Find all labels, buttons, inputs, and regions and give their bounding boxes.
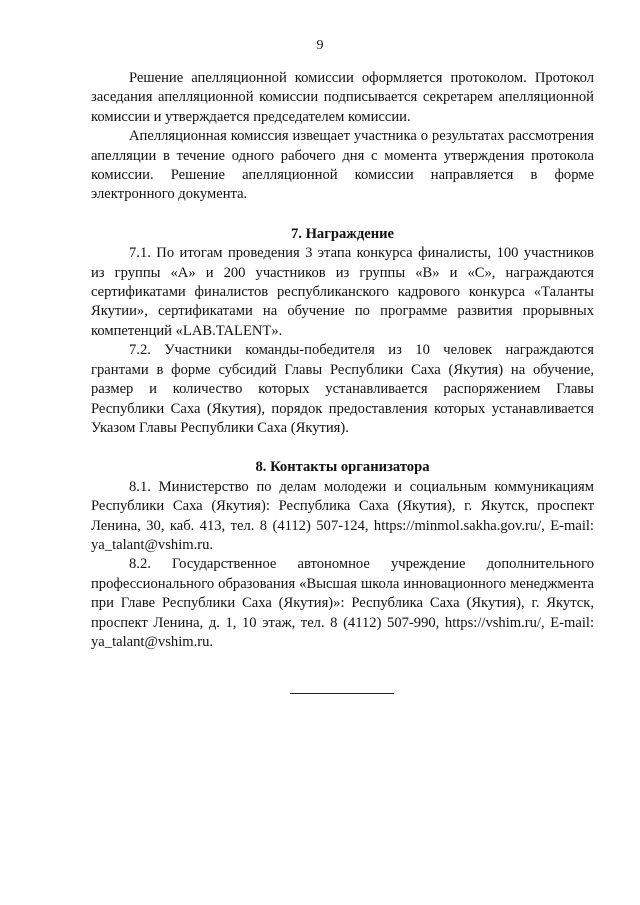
awards-paragraph-7-2: 7.2. Участники команды-победителя из 10 человек награждаются грантами в форме субсидий Главы Республики Саха (Якутия) на обучение, размер и количество которых устанавливается распоряжением Главы Республики Саха (Якутия), порядок предоставления которых устанавливается Указом Главы Республики Саха (Якутия). [91,342,594,436]
document-body [91,69,594,652]
section-awards-heading: 7. Награждение [290,225,395,242]
end-of-document-rule [290,693,394,694]
appeal-notification-paragraph: Апелляционная комиссия извещает участника о результатах рассмотрения апелляции в течение одного рабочего дня с момента утверждения протокола комиссии. Решение апелляционной комиссии направляется в форме электронного документа. [91,128,594,203]
section-contacts-heading: 8. Контакты организатора [255,459,430,476]
page-number: 9 [316,38,324,53]
contacts-paragraph-8-2: 8.2. Государственное автономное учреждение дополнительного профессионального образования «Высшая школа инновационного менеджмента при Главе Республики Саха (Якутия)»: Республика Саха (Якутия), г. Якутск, проспект Ленина, д. 1, 10 этаж, тел. 8 (4112) 507-990, https://vshim.ru/, E-mail: ya_talant@vshim.ru. [91,556,594,650]
awards-paragraph-7-1: 7.1. По итогам проведения 3 этапа конкурса финалисты, 100 участников из группы «А» и 200 участников из группы «В» и «С», награждаются сертификатами финалистов республиканского кадрового конкурса «Таланты Якутии», сертификатами на обучение по программе развития прорывных компетенций «LAB.TALENT». [91,245,594,339]
appeal-protocol-paragraph: Решение апелляционной комиссии оформляется протоколом. Протокол заседания апелляционной комиссии подписывается секретарем апелляционной комиссии и утверждается председателем комиссии. [91,70,594,125]
contacts-paragraph-8-1: 8.1. Министерство по делам молодежи и социальным коммуникациям Республики Саха (Якутия): Республика Саха (Якутия), г. Якутск, проспект Ленина, 30, каб. 413, тел. 8 (4112) 507-124, https://minmol.sakha.gov.ru/, E-mail: ya_talant@vshim.ru. [91,478,594,553]
